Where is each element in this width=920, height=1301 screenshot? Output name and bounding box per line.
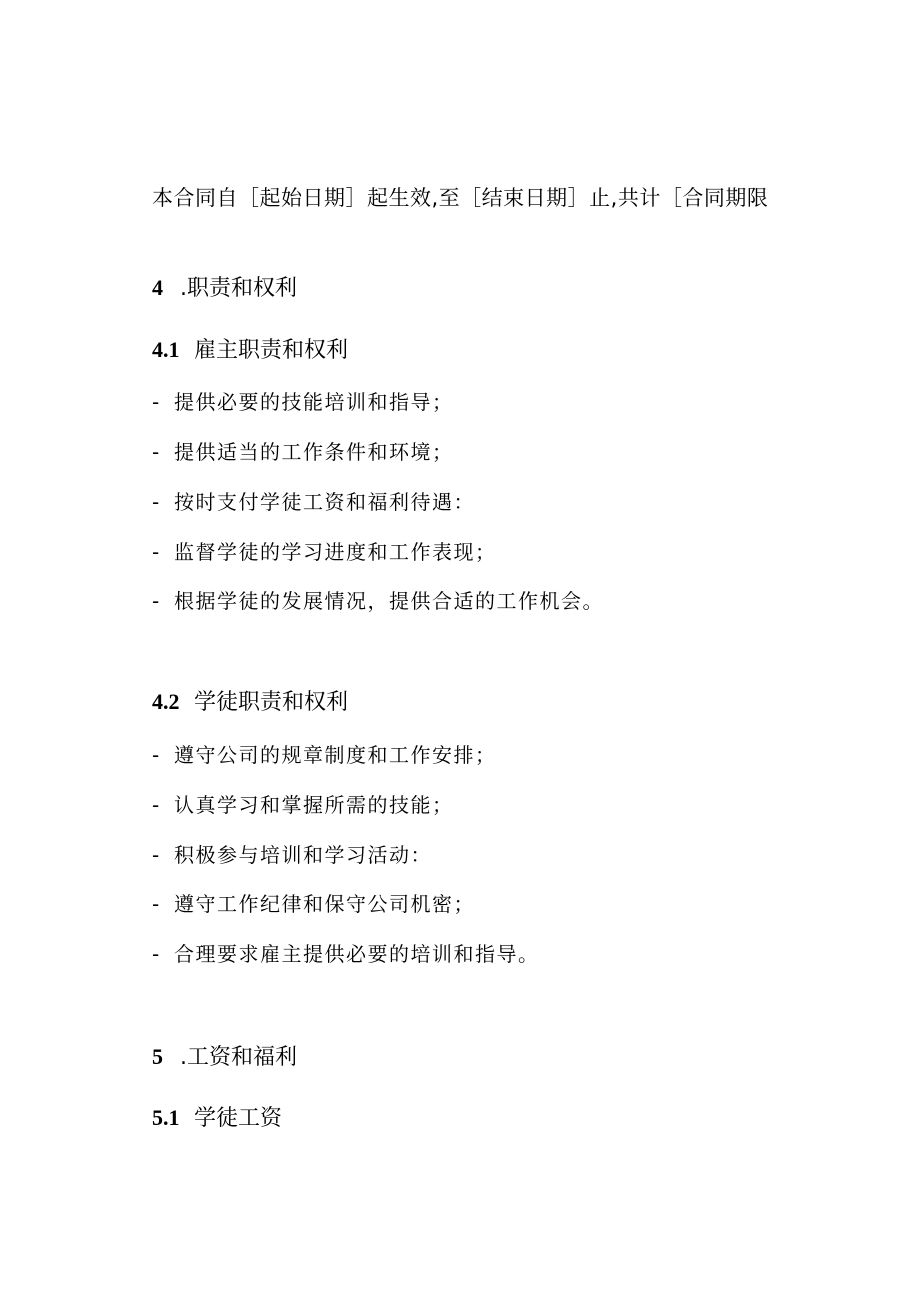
subsection-title: 学徒工资 [194,1106,283,1131]
bullet-dash: - [152,440,160,464]
list-item: - 遵守公司的规章制度和工作安排； [152,743,497,767]
subsection-title: 雇主职责和权利 [194,338,349,363]
list-item: - 遵守工作纪律和保守公司机密； [152,892,475,916]
section-5-1-heading [152,1107,282,1130]
subsection-title: 学徒职责和权利 [194,690,349,715]
list-item: - 按时支付学徒工资和福利待遇： [152,490,475,514]
section-title: .工资和福利 [180,1045,297,1070]
section-5-heading [152,1046,297,1069]
section-number: 4 [152,275,163,300]
list-item: - 监督学徒的学习进度和工作表现； [152,540,497,564]
section-number: 5 [152,1044,163,1069]
list-item: - 积极参与培训和学习活动： [152,843,432,867]
bullet-dash: - [152,490,160,514]
bullet-dash: - [152,942,160,966]
bullet-dash: - [152,589,160,613]
bullet-dash: - [152,793,160,817]
contract-term-text: 本合同自［起始日期］起生效,至［结束日期］止,共计［合同期限 [152,186,769,210]
section-4-1-heading [152,339,348,362]
section-4-heading [152,277,297,300]
subsection-number: 4.1 [152,337,180,362]
list-item: - 提供必要的技能培训和指导； [152,390,454,414]
bullet-dash: - [152,892,160,916]
bullet-dash: - [152,540,160,564]
section-4-2-heading [152,691,348,714]
list-item: - 合理要求雇主提供必要的培训和指导。 [152,942,540,966]
bullet-dash: - [152,390,160,414]
section-title: .职责和权利 [180,276,297,301]
list-item: - 根据学徒的发展情况，提供合适的工作机会。 [152,589,604,613]
list-item: - 认真学习和掌握所需的技能； [152,793,454,817]
subsection-number: 4.2 [152,689,180,714]
bullet-dash: - [152,843,160,867]
subsection-number: 5.1 [152,1105,180,1130]
bullet-dash: - [152,743,160,767]
list-item: - 提供适当的工作条件和环境； [152,440,454,464]
